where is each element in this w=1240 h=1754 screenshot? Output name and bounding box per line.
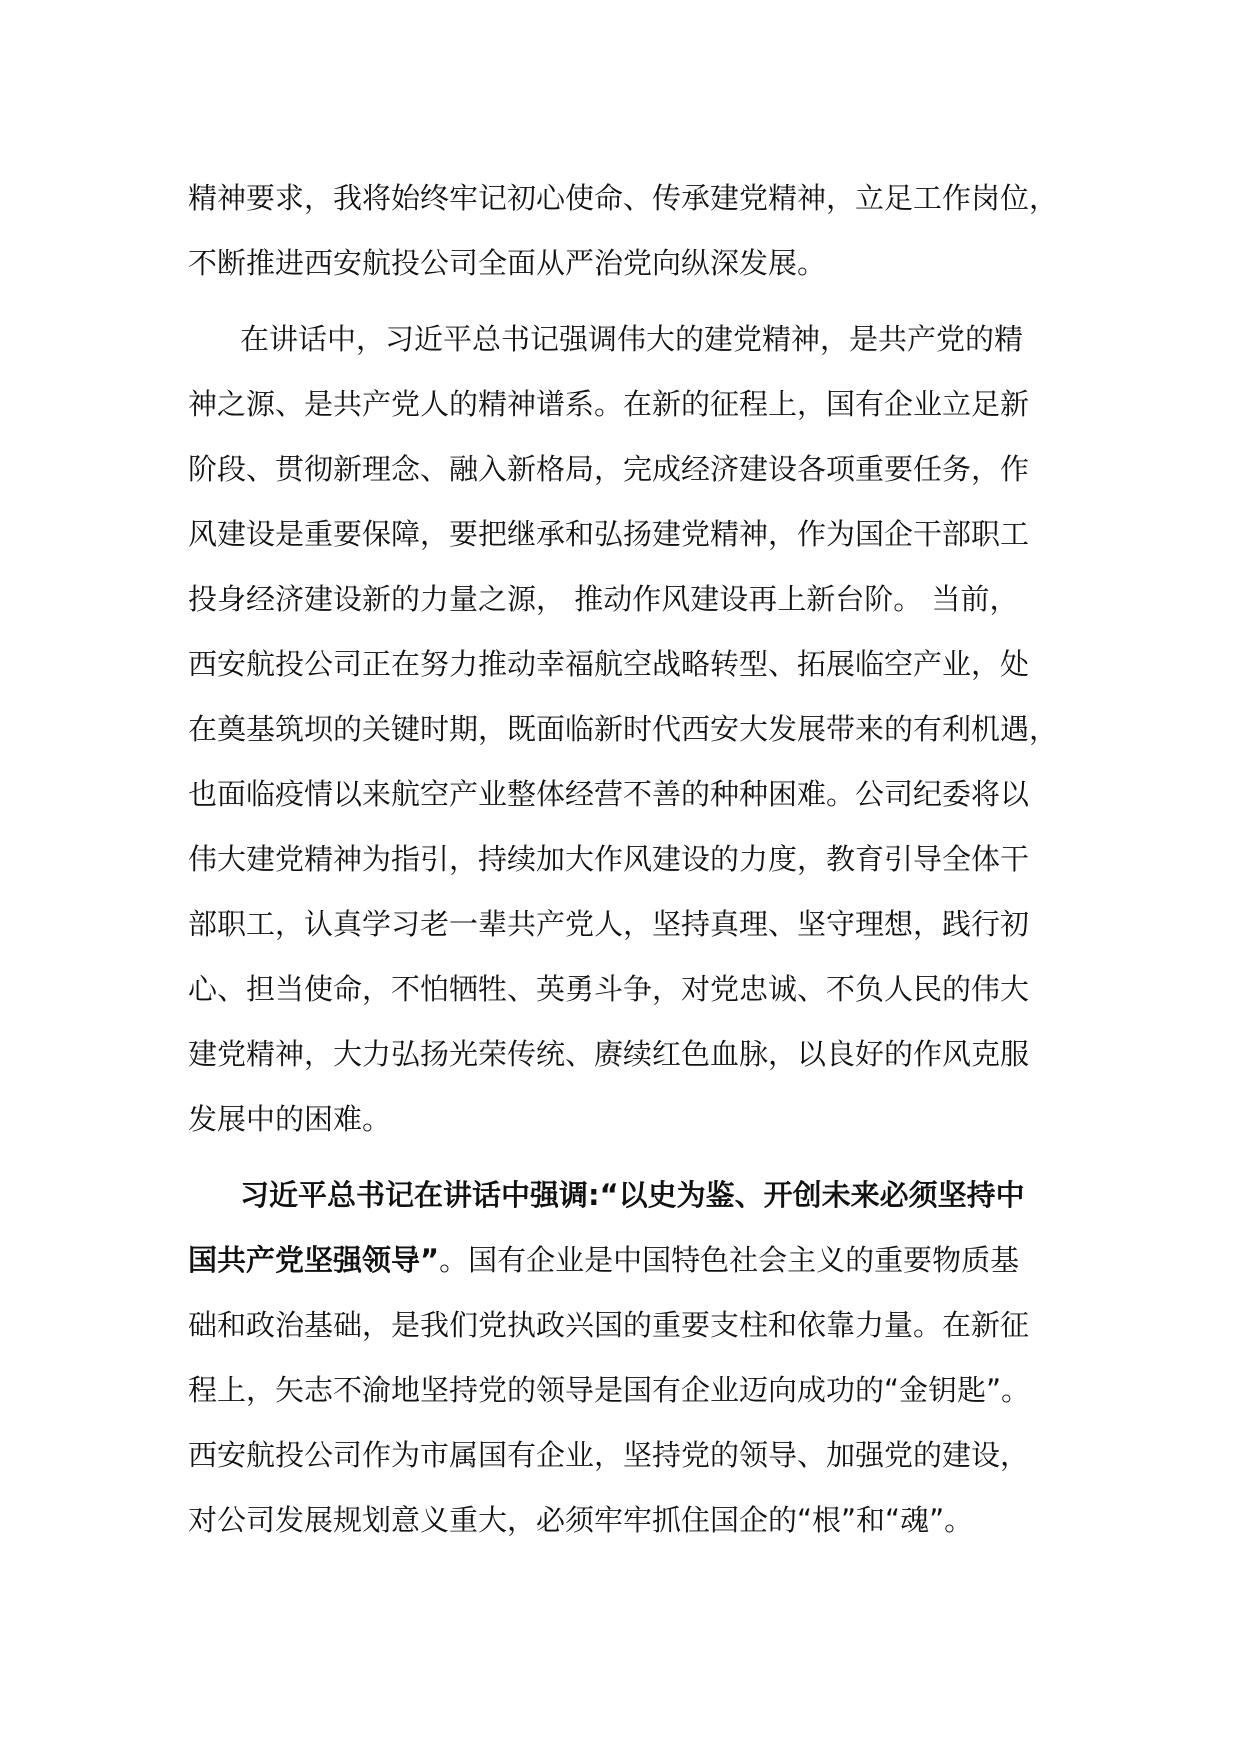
- text-line: 不断推进西安航投公司全面从严治党向纵深发展。: [188, 246, 827, 280]
- text-line: [188, 1163, 1068, 1228]
- document-body: [188, 166, 1068, 1553]
- text-line: 在讲话中，习近平总书记强调伟大的建党精神，是共产党的精: [240, 322, 1024, 356]
- text-line: 部职工，认真学习老一辈共产党人，坚持真理、坚守理想，践行初: [188, 907, 1030, 941]
- text-line: 精神要求，我将始终牢记初心使命、传承建党精神，立足工作岗位，: [188, 181, 1059, 215]
- text-line: 对公司发展规划意义重大，必须牢牢抓住国企的“根”和“魂”。: [188, 1503, 974, 1537]
- text-line: 阶段、贯彻新理念、融入新格局，完成经济建设各项重要任务，作: [188, 452, 1030, 486]
- text-line: 西安航投公司正在努力推动幸福航空战略转型、拓展临空产业，处: [188, 647, 1030, 681]
- paragraph-1: [188, 166, 1068, 296]
- text-line: 心、担当使命，不怕牺牲、英勇斗争，对党忠诚、不负人民的伟大: [188, 972, 1030, 1006]
- text-line: 建党精神，大力弘扬光荣传统、赓续红色血脉，以良好的作风克服: [188, 1037, 1030, 1071]
- bold-text: 习近平总书记在讲话中强调:“以史为鉴、开创未来必须坚持中: [240, 1178, 1025, 1212]
- text-line: 风建设是重要保障，要把继承和弘扬建党精神，作为国企干部职工: [188, 517, 1030, 551]
- text-line: 础和政治基础，是我们党执政兴国的重要支柱和依靠力量。在新征: [188, 1308, 1030, 1342]
- text-run: 。国有企业是中国特色社会主义的重要物质基: [439, 1243, 1020, 1277]
- text-line: [188, 1228, 1068, 1293]
- paragraph-2: [188, 307, 1068, 1152]
- text-line: 发展中的困难。: [188, 1102, 392, 1136]
- text-line: 伟大建党精神为指引，持续加大作风建设的力度，教育引导全体干: [188, 842, 1030, 876]
- text-line: 投身经济建设新的力量之源， 推动作风建设再上新台阶。 当前，: [188, 582, 1019, 616]
- text-line: 程上，矢志不渝地坚持党的领导是国有企业迈向成功的“金钥匙”。: [188, 1373, 1031, 1407]
- text-line: 西安航投公司作为市属国有企业，坚持党的领导、加强党的建设，: [188, 1438, 1030, 1472]
- text-line: 也面临疫情以来航空产业整体经营不善的种种困难。公司纪委将以: [188, 777, 1030, 811]
- paragraph-3: [188, 1163, 1068, 1553]
- text-line: 神之源、是共产党人的精神谱系。在新的征程上，国有企业立足新: [188, 387, 1030, 421]
- bold-text: 国共产党坚强领导”: [188, 1243, 440, 1277]
- text-line: 在奠基筑坝的关键时期，既面临新时代西安大发展带来的有利机遇，: [188, 712, 1059, 746]
